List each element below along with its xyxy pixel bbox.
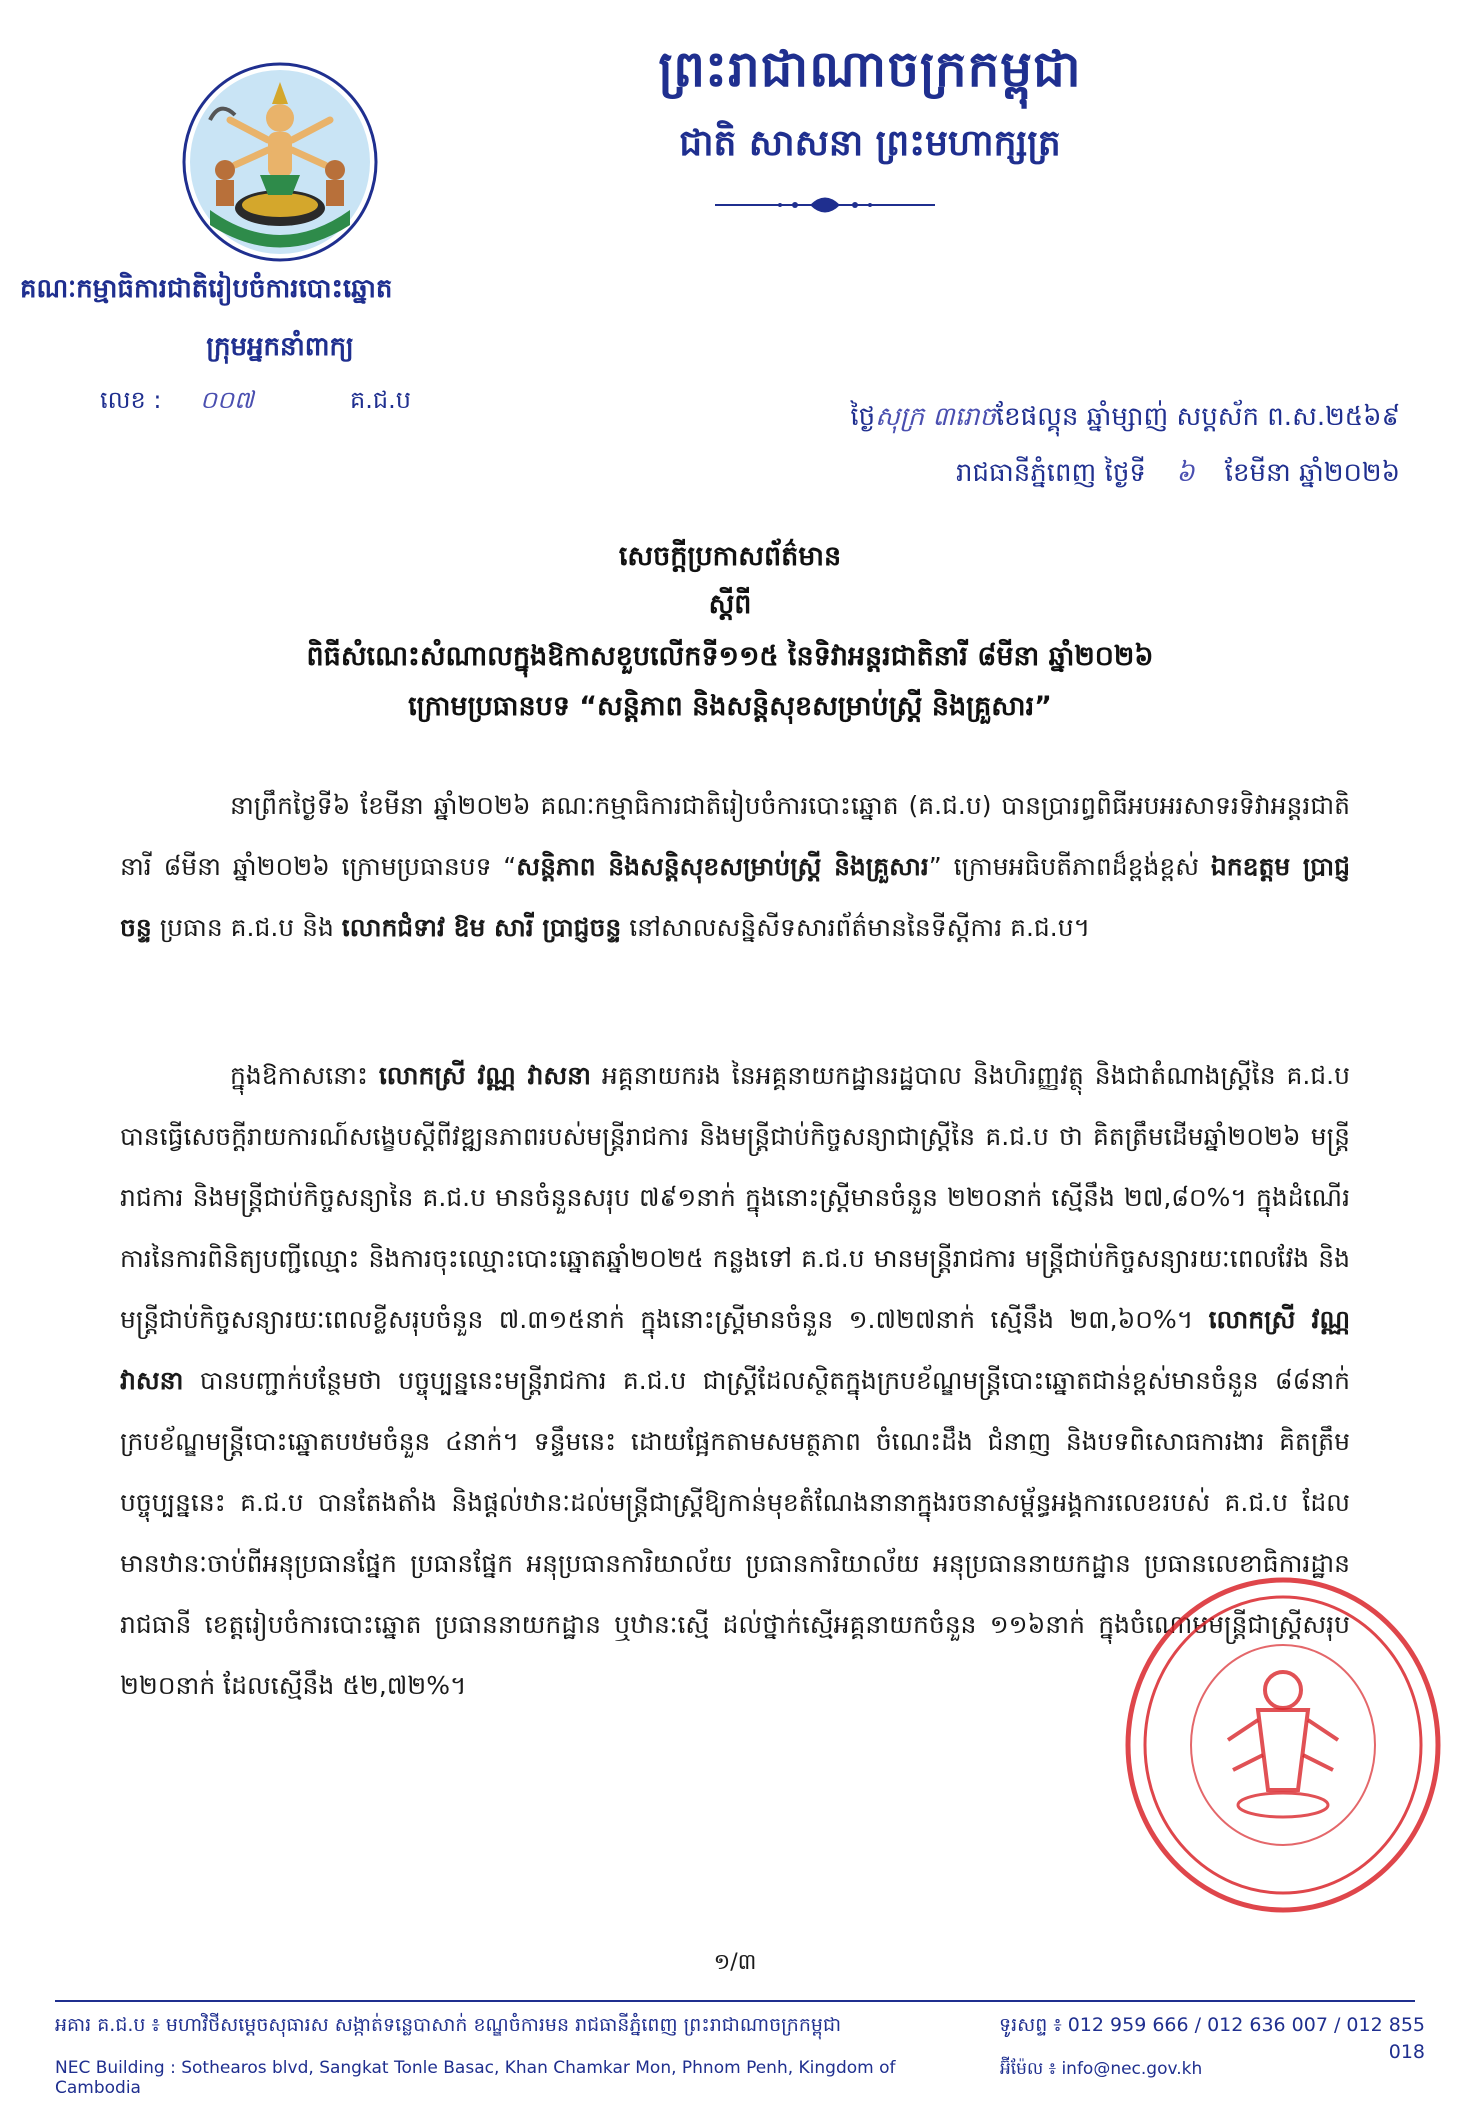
ref-number: ០០៧ [200, 386, 254, 414]
footer-address-english: NEC Building : Sothearos blvd, Sangkat Tonle Basac, Khan Chamkar Mon, Phnom Penh, Kingdom of Cambodia [55, 2058, 896, 2098]
footer-phone: ទូរសព្ទ ៖ 012 959 666 / 012 636 007 / 012 855 018 [999, 2014, 1425, 2063]
footer-email: អ៊ីម៉ែល ៖ info@nec.gov.kh [1000, 2059, 1203, 2079]
reference-number-row [100, 385, 520, 425]
lunar-prefix: ថ្ងៃ [850, 402, 876, 432]
official-seal-icon [1118, 1570, 1448, 1920]
nec-emblem-icon [180, 60, 380, 265]
p1-text-a: នាព្រឹកថ្ងៃទី៦ ខែមីនា ឆ្នាំ២០២៦ គណៈកម្មាធិការជាតិរៀបចំការបោះឆ្នោត (គ.ជ.ប) បានប្រារព្ធពិធីអបអរសាទរទិវាអន្តរជាតិនារី ៨មីនា ឆ្នាំ២០២៦ ក្រោមប្រធានបទ “ [120, 791, 1350, 881]
gregorian-date [560, 456, 1400, 494]
p2-text-a: ក្នុងឱកាសនោះ [230, 1061, 379, 1090]
title-regarding: ស្តីពី [708, 589, 752, 620]
p2-text-b: អគ្គនាយករង នៃអគ្គនាយកដ្ឋានរដ្ឋបាល និងហិរញ្ញវត្ថុ និងជាតំណាងស្ត្រីនៃ គ.ជ.ប បានធ្វើសេចក្តីរាយការណ៍សង្ខេបស្តីពីវឌ្ឍនភាពរបស់មន្ត្រីរាជការ និងមន្ត្រីជាប់កិច្ចសន្យាជាស្ត្រីនៃ គ.ជ.ប ថា គិតត្រឹមដើមឆ្នាំ២០២៦ មន្ត្រីរាជការ និងមន្ត្រីជាប់កិច្ចសន្យានៃ គ.ជ.ប មានចំនួនសរុប ៧៩១នាក់ ក្នុងនោះស្ត្រីមានចំនួន ២២០នាក់ ស្មើនឹង ២៧,៨០%។ ក្នុងដំណើរការនៃការពិនិត្យបញ្ជីឈ្មោះ និងការចុះឈ្មោះបោះឆ្នោតឆ្នាំ២០២៥ កន្លងទៅ គ.ជ.ប មានមន្ត្រីរាជការ មន្ត្រីជាប់កិច្ចសន្យារយៈពេលវែង និងមន្ត្រីជាប់កិច្ចសន្យារយៈពេលខ្លីសរុបចំនួន ៧.៣១៥នាក់ ក្នុងនោះស្ត្រីមានចំនួន ១.៧២៧នាក់ ស្មើនឹង ២៣,៦០%។ [120, 1061, 1350, 1334]
footer-address-khmer: អគារ គ.ជ.ប ៖ មហាវិថីសម្តេចសុធារស សង្កាត់ទន្លេបាសាក់ ខណ្ឌចំការមន រាជធានីភ្នំពេញ ព្រះរាជាណាចក្រកម្ពុជា [55, 2014, 842, 2036]
p2-speaker-name-repeat: លោកស្រី វណ្ណ វាសនា [120, 1305, 1350, 1395]
p1-text-b: ” ក្រោមអធិបតីភាពដ៏ខ្ពង់ខ្ពស់ [928, 852, 1211, 881]
lunar-handwritten: សុក្រ ៣រោច [875, 402, 996, 432]
title-subject: ពិធីសំណេះសំណាលក្នុងឱកាសខួបលើកទី១១៥ នៃទិវាអន្តរជាតិនារី ៨មីនា ឆ្នាំ២០២៦ [306, 641, 1154, 672]
p1-president-name: ឯកឧត្តម ប្រាជ្ញ ចន្ទ [120, 852, 1350, 942]
p1-text-c: ប្រធាន គ.ជ.ប និង [151, 913, 342, 942]
organization-unit: ក្រុមអ្នកនាំពាក្យ [206, 332, 354, 362]
lunar-date [560, 400, 1400, 438]
announcement-title: សេចក្តីប្រកាសព័ត៌មាន [618, 541, 842, 572]
body-paragraph-1 [120, 775, 1350, 958]
p2-speaker-name: លោកស្រី វណ្ណ វាសនា [378, 1061, 591, 1090]
ref-label: លេខ : [100, 386, 162, 414]
kingdom-title: ព្រះរាជាណាចក្រកម្ពុជា [658, 40, 1082, 98]
lunar-rest: ខែផល្គុន ឆ្នាំម្សាញ់ សប្តស័ក ព.ស.២៥៦៩ [995, 402, 1400, 432]
p2-text-c: បានបញ្ជាក់បន្ថែមថា បច្ចុប្បន្ននេះមន្ត្រីរាជការ គ.ជ.ប ជាស្ត្រីដែលស្ថិតក្នុងក្របខ័ណ្ឌមន្ត្រីបោះឆ្នោតជាន់ខ្ពស់មានចំនួន ៨៨នាក់ ក្របខ័ណ្ឌមន្ត្រីបោះឆ្នោតបឋមចំនួន ៤នាក់។ ទន្ទឹមនេះ ដោយផ្អែកតាមសមត្ថភាព ចំណេះដឹង ជំនាញ និងបទពិសោធការងារ គិតត្រឹមបច្ចុប្បន្ននេះ គ.ជ.ប បានតែងតាំង និងផ្តល់ឋានៈដល់មន្ត្រីជាស្ត្រីឱ្យកាន់មុខតំណែងនានាក្នុងរចនាសម្ព័ន្ធអង្គការលេខរបស់ គ.ជ.ប ដែលមានឋានៈចាប់ពីអនុប្រធានផ្នែក ប្រធានផ្នែក អនុប្រធានការិយាល័យ ប្រធានការិយាល័យ អនុប្រធាននាយកដ្ឋាន ប្រធានលេខាធិការដ្ឋានរាជធានី ខេត្តរៀបចំការបោះឆ្នោត ប្រធាននាយកដ្ឋាន ឬឋានៈស្មើ ដល់ថ្នាក់ស្មើអគ្គនាយកចំនួន ១១៦នាក់ ក្នុងចំណោមមន្ត្រីជាស្ត្រីសរុប ២២០នាក់ ដែលស្មើនឹង ៥២,៧២%។ [120, 1366, 1350, 1700]
organization-name: គណៈកម្មាធិការជាតិរៀបចំការបោះឆ្នោត [20, 274, 393, 304]
ornament-divider [710, 190, 940, 220]
national-motto: ជាតិ សាសនា ព្រះមហាក្សត្រ [679, 123, 1061, 164]
ref-suffix: គ.ជ.ប [350, 386, 411, 414]
date-rest: ខែមីនា ឆ្នាំ២០២៦ [1224, 458, 1400, 488]
p1-text-d: នៅសាលសន្និសីទសារព័ត៌មាននៃទីស្តីការ គ.ជ.ប។ [621, 913, 1091, 942]
p1-theme: សន្តិភាព និងសន្តិសុខសម្រាប់ស្ត្រី និងគ្រួសារ [516, 852, 929, 881]
footer-divider [55, 2000, 1415, 2002]
title-theme: ក្រោមប្រធានបទ “សន្តិភាព និងសន្តិសុខសម្រាប់ស្ត្រី និងគ្រួសារ” [408, 691, 1052, 722]
date-prefix: រាជធានីភ្នំពេញ ថ្ងៃទី [956, 458, 1146, 488]
p1-lady-name: លោកជំទាវ ឱម សារី ប្រាជ្ញចន្ទ [341, 913, 622, 942]
date-handwritten: ៦ [1176, 458, 1195, 488]
page-number: ១/៣ [713, 1950, 757, 1975]
